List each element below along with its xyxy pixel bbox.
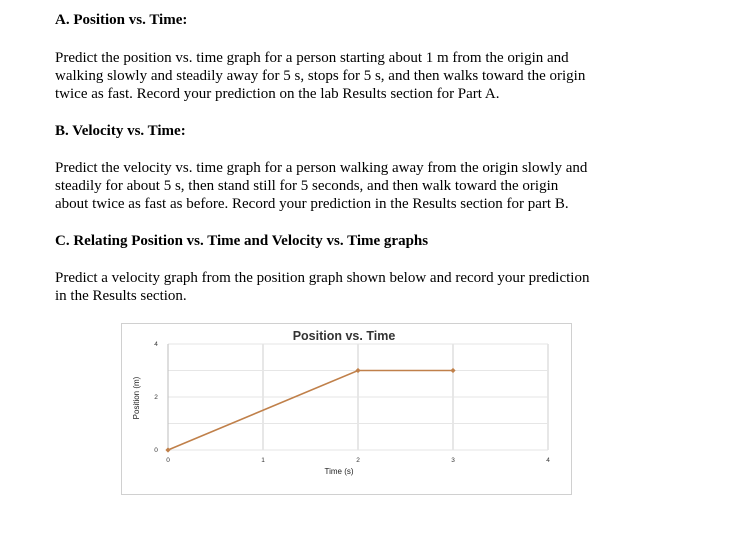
- x-tick-label: 2: [356, 457, 360, 464]
- chart-grid: [168, 344, 548, 450]
- x-tick-label: 0: [166, 457, 170, 464]
- chart-ticks: [154, 341, 550, 464]
- section-b-line-3: about twice as fast as before. Record your prediction in the Results section for part B.: [55, 196, 569, 212]
- chart-series: [165, 368, 455, 453]
- section-b-line-2: steadily for about 5 s, then stand still for 5 seconds, and then walk toward the origin: [55, 178, 559, 194]
- section-c-paragraph: [55, 269, 695, 305]
- section-a-heading: A. Position vs. Time:: [55, 12, 188, 28]
- x-tick-label: 4: [546, 457, 550, 464]
- section-a-line-1: Predict the position vs. time graph for a person starting about 1 m from the origin and: [55, 50, 569, 66]
- x-tick-label: 3: [451, 457, 455, 464]
- x-tick-label: 1: [261, 457, 265, 464]
- section-a-line-3: twice as fast. Record your prediction on the lab Results section for Part A.: [55, 86, 500, 102]
- section-c-line-2: in the Results section.: [55, 288, 187, 304]
- x-axis-label: Time (s): [324, 467, 354, 476]
- data-point: [450, 368, 455, 373]
- y-tick-label: 4: [154, 341, 158, 348]
- section-c-heading: C. Relating Position vs. Time and Velocity vs. Time graphs: [55, 233, 429, 249]
- y-tick-label: 2: [154, 394, 158, 401]
- section-b-line-1: Predict the velocity vs. time graph for a person walking away from the origin slowly and: [55, 160, 588, 176]
- y-axis-label: Position (m): [132, 376, 141, 420]
- section-b-paragraph: [55, 159, 695, 213]
- section-b-heading: B. Velocity vs. Time:: [55, 123, 186, 139]
- y-tick-label: 0: [154, 447, 158, 454]
- chart-title: Position vs. Time: [292, 329, 396, 343]
- section-a-paragraph: [55, 49, 695, 103]
- section-c-line-1: Predict a velocity graph from the position graph shown below and record your prediction: [55, 270, 590, 286]
- data-point: [165, 447, 170, 452]
- section-a-line-2: walking slowly and steadily away for 5 s, stops for 5 s, and then walks toward the origin: [55, 68, 586, 84]
- data-point: [355, 368, 360, 373]
- series-line: [168, 371, 453, 451]
- chart-svg: [122, 324, 571, 494]
- position-time-chart: [121, 323, 572, 495]
